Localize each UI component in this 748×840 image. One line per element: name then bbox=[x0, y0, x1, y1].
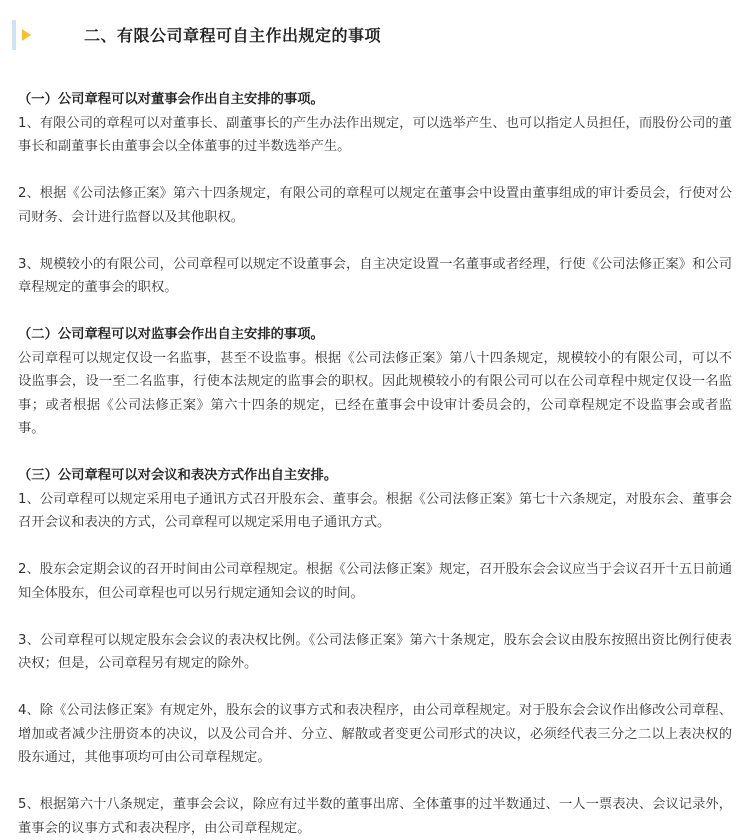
paragraph: 5、根据第六十八条规定，董事会会议，除应有过半数的董事出席、全体董事的过半数通过、一人一票表决、会议记录外，董事会的议事方式和表决程序，由公司章程规定。 bbox=[18, 797, 732, 836]
header-accent-bar bbox=[12, 20, 16, 50]
paragraph: 1、公司章程可以规定采用电子通讯方式召开股东会、董事会。根据《公司法修正案》第七十六条规定，对股东会、董事会召开会议和表决的方式，公司章程可以规定采用电子通讯方式。 bbox=[18, 491, 732, 530]
spacer bbox=[18, 229, 732, 253]
section-header bbox=[12, 18, 736, 52]
paragraph: 2、根据《公司法修正案》第六十四条规定，有限公司的章程可以规定在董事会中设置由董事组成的审计委员会，行使对公司财务、会计进行监督以及其他职权。 bbox=[18, 186, 732, 225]
paragraph: 1、有限公司的章程可以对董事长、副董事长的产生办法作出规定，可以选举产生、也可以指定人员担任，而股份公司的董事长和副董事长由董事会以全体董事的过半数选举产生。 bbox=[18, 115, 732, 154]
article-body bbox=[18, 88, 732, 840]
paragraph: 2、股东会定期会议的召开时间由公司章程规定。根据《公司法修正案》规定，召开股东会会议应当于会议召开十五日前通知全体股东，但公司章程也可以另行规定通知会议的时间。 bbox=[18, 562, 732, 601]
spacer bbox=[18, 300, 732, 324]
triangle-arrow-icon bbox=[22, 29, 31, 41]
spacer bbox=[18, 535, 732, 559]
section-heading-board: （一）公司章程可以对董事会作出自主安排的事项。 bbox=[18, 92, 324, 107]
section-heading-supervisors: （二）公司章程可以对监事会作出自主安排的事项。 bbox=[18, 327, 324, 342]
paragraph: 3、公司章程可以规定股东会会议的表决权比例。《公司法修正案》第六十条规定，股东会会议由股东按照出资比例行使表决权；但是，公司章程另有规定的除外。 bbox=[18, 632, 732, 671]
spacer bbox=[18, 159, 732, 183]
spacer bbox=[18, 770, 732, 794]
paragraph: 4、除《公司法修正案》有规定外，股东会的议事方式和表决程序，由公司章程规定。对于股东会会议作出修改公司章程、增加或者减少注册资本的决议，以及公司合并、分立、解散或者变更公司形式的决议，必须经代表三分之二以上表决权的股东通过，其他事项均可由公司章程规定。 bbox=[18, 703, 732, 765]
spacer bbox=[18, 605, 732, 629]
paragraph: 3、规模较小的有限公司，公司章程可以规定不设董事会，自主决定设置一名董事或者经理，行使《公司法修正案》和公司章程规定的董事会的职权。 bbox=[18, 256, 732, 295]
spacer bbox=[18, 676, 732, 700]
section-heading-meetings: （三）公司章程可以对会议和表决方式作出自主安排。 bbox=[18, 468, 338, 483]
page-title: 二、有限公司章程可自主作出规定的事项 bbox=[84, 26, 382, 45]
spacer bbox=[18, 441, 732, 465]
paragraph: 公司章程可以规定仅设一名监事，甚至不设监事。根据《公司法修正案》第八十四条规定，规模较小的有限公司，可以不设监事会，设一至二名监事，行使本法规定的监事会的职权。因此规模较小的有限公司可以在公司章程中规定仅设一名监事；或者根据《公司法修正案》第六十四条的规定，已经在董事会中设审计委员会的，公司章程规定不设监事会或者监事。 bbox=[18, 350, 732, 436]
